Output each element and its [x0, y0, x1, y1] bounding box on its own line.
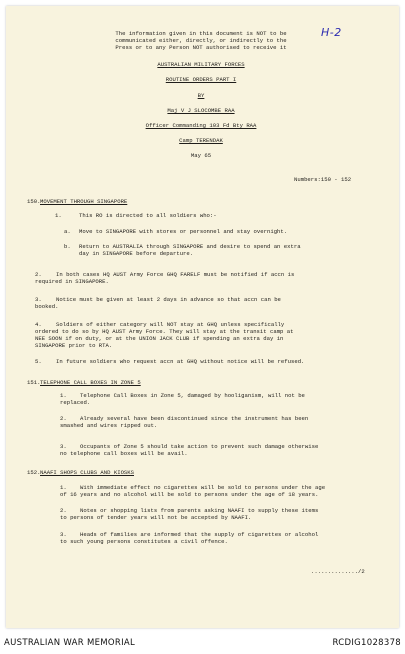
security-line-3: Press or to any Person NOT authorised to receive it — [115, 44, 287, 51]
para-line: This RO is directed to all soldiers who:- — [79, 212, 217, 219]
para-number: 1. — [60, 484, 67, 491]
order-numbers: Numbers:150 - 152 — [294, 176, 352, 183]
para-number: 3. — [35, 296, 42, 303]
archive-reference: RCDIG1028378 — [332, 638, 401, 648]
heading-author: Maj V J SLOCOMBE RAA — [167, 107, 235, 114]
para-line: With immediate effect no cigarettes will be sold to persons under the age — [80, 484, 326, 491]
section-number: 151. — [27, 379, 41, 386]
para-number: b. — [64, 243, 71, 250]
handwritten-reference: H-2 — [321, 26, 342, 39]
heading-title: ROUTINE ORDERS PART I — [165, 76, 237, 83]
para-line: Notice must be given at least 2 days in advance so that accn can be — [56, 296, 281, 303]
para-line: ordered to do so by HQ AUST Army Force. They will stay at the transit camp at — [35, 328, 294, 335]
para-number: 1. — [60, 392, 67, 399]
para-line: smashed and wires ripped out. — [60, 422, 158, 429]
para-line: Heads of families are informed that the supply of cigarettes or alcohol — [80, 531, 319, 538]
para-line: of 16 years and no alcohol will be sold to persons under the age of 18 years. — [60, 491, 319, 498]
para-line: Already several have been discontinued since the instrument has been — [80, 415, 309, 422]
para-line: booked. — [35, 303, 59, 310]
section-title: NAAFI SHOPS CLUBS AND KIOSKS — [40, 469, 134, 476]
para-line: required in SINGAPORE. — [35, 278, 109, 285]
security-line-1: The information given in this document is NOT to be — [115, 30, 287, 37]
para-number: 2. — [60, 415, 67, 422]
heading-organisation: AUSTRALIAN MILITARY FORCES — [157, 61, 245, 68]
para-line: replaced. — [60, 399, 91, 406]
heading-date: May 65 — [190, 152, 212, 159]
continuation-marker: ............../2 — [311, 568, 365, 575]
para-line: Notes or shopping lists from parents asking NAAFI to supply these items — [80, 507, 319, 514]
para-line: In both cases HQ AUST Army Force GHQ FARELF must be notified if accn is — [56, 271, 295, 278]
para-number: 2. — [60, 507, 67, 514]
para-number: 3. — [60, 531, 67, 538]
para-line: SINGAPORE prior to RTA. — [35, 342, 113, 349]
para-number: 5. — [35, 358, 42, 365]
para-line: NEE SOON if on duty, or at the UNION JACK CLUB if spending an extra day in — [35, 335, 284, 342]
heading-location: Camp TERENDAK — [179, 137, 223, 144]
section-number: 150. — [27, 198, 41, 205]
para-line: to persons of tender years will not be accepted by NAAFI. — [60, 514, 252, 521]
heading-by: BY — [197, 92, 205, 99]
para-number: a. — [64, 228, 71, 235]
section-title: MOVEMENT THROUGH SINGAPORE — [40, 198, 128, 205]
para-number: 4. — [35, 321, 42, 328]
para-number: 1. — [55, 212, 62, 219]
para-number: 2. — [35, 271, 42, 278]
archive-name: AUSTRALIAN WAR MEMORIAL — [4, 638, 136, 648]
para-line: day in SINGAPORE before departure. — [79, 250, 194, 257]
para-line: Return to AUSTRALIA through SINGAPORE and desire to spend an extra — [79, 243, 301, 250]
security-line-2: communicated either, directly, or indirectly to the — [115, 37, 287, 44]
heading-role: Officer Commanding 103 Fd Bty RAA — [145, 122, 257, 129]
para-line: Soldiers of either category will NOT stay at GHQ unless specifically — [56, 321, 285, 328]
para-number: 3. — [60, 443, 67, 450]
section-title: TELEPHONE CALL BOXES IN ZONE 5 — [40, 379, 141, 386]
archive-footer — [0, 634, 405, 654]
document-page — [6, 6, 399, 628]
para-line: Telephone Call Boxes in Zone 5, damaged by hooliganism, will not be — [80, 392, 305, 399]
para-line: Move to SINGAPORE with stores or personnel and stay overnight. — [79, 228, 288, 235]
para-line: to such young persons constitutes a civil offence. — [60, 538, 228, 545]
para-line: In future soldiers who request accn at GHQ without notice will be refused. — [56, 358, 305, 365]
section-number: 152. — [27, 469, 41, 476]
para-line: Occupants of Zone 5 should take action to prevent such damage otherwise — [80, 443, 319, 450]
para-line: no telephone call boxes will be avail. — [60, 450, 188, 457]
